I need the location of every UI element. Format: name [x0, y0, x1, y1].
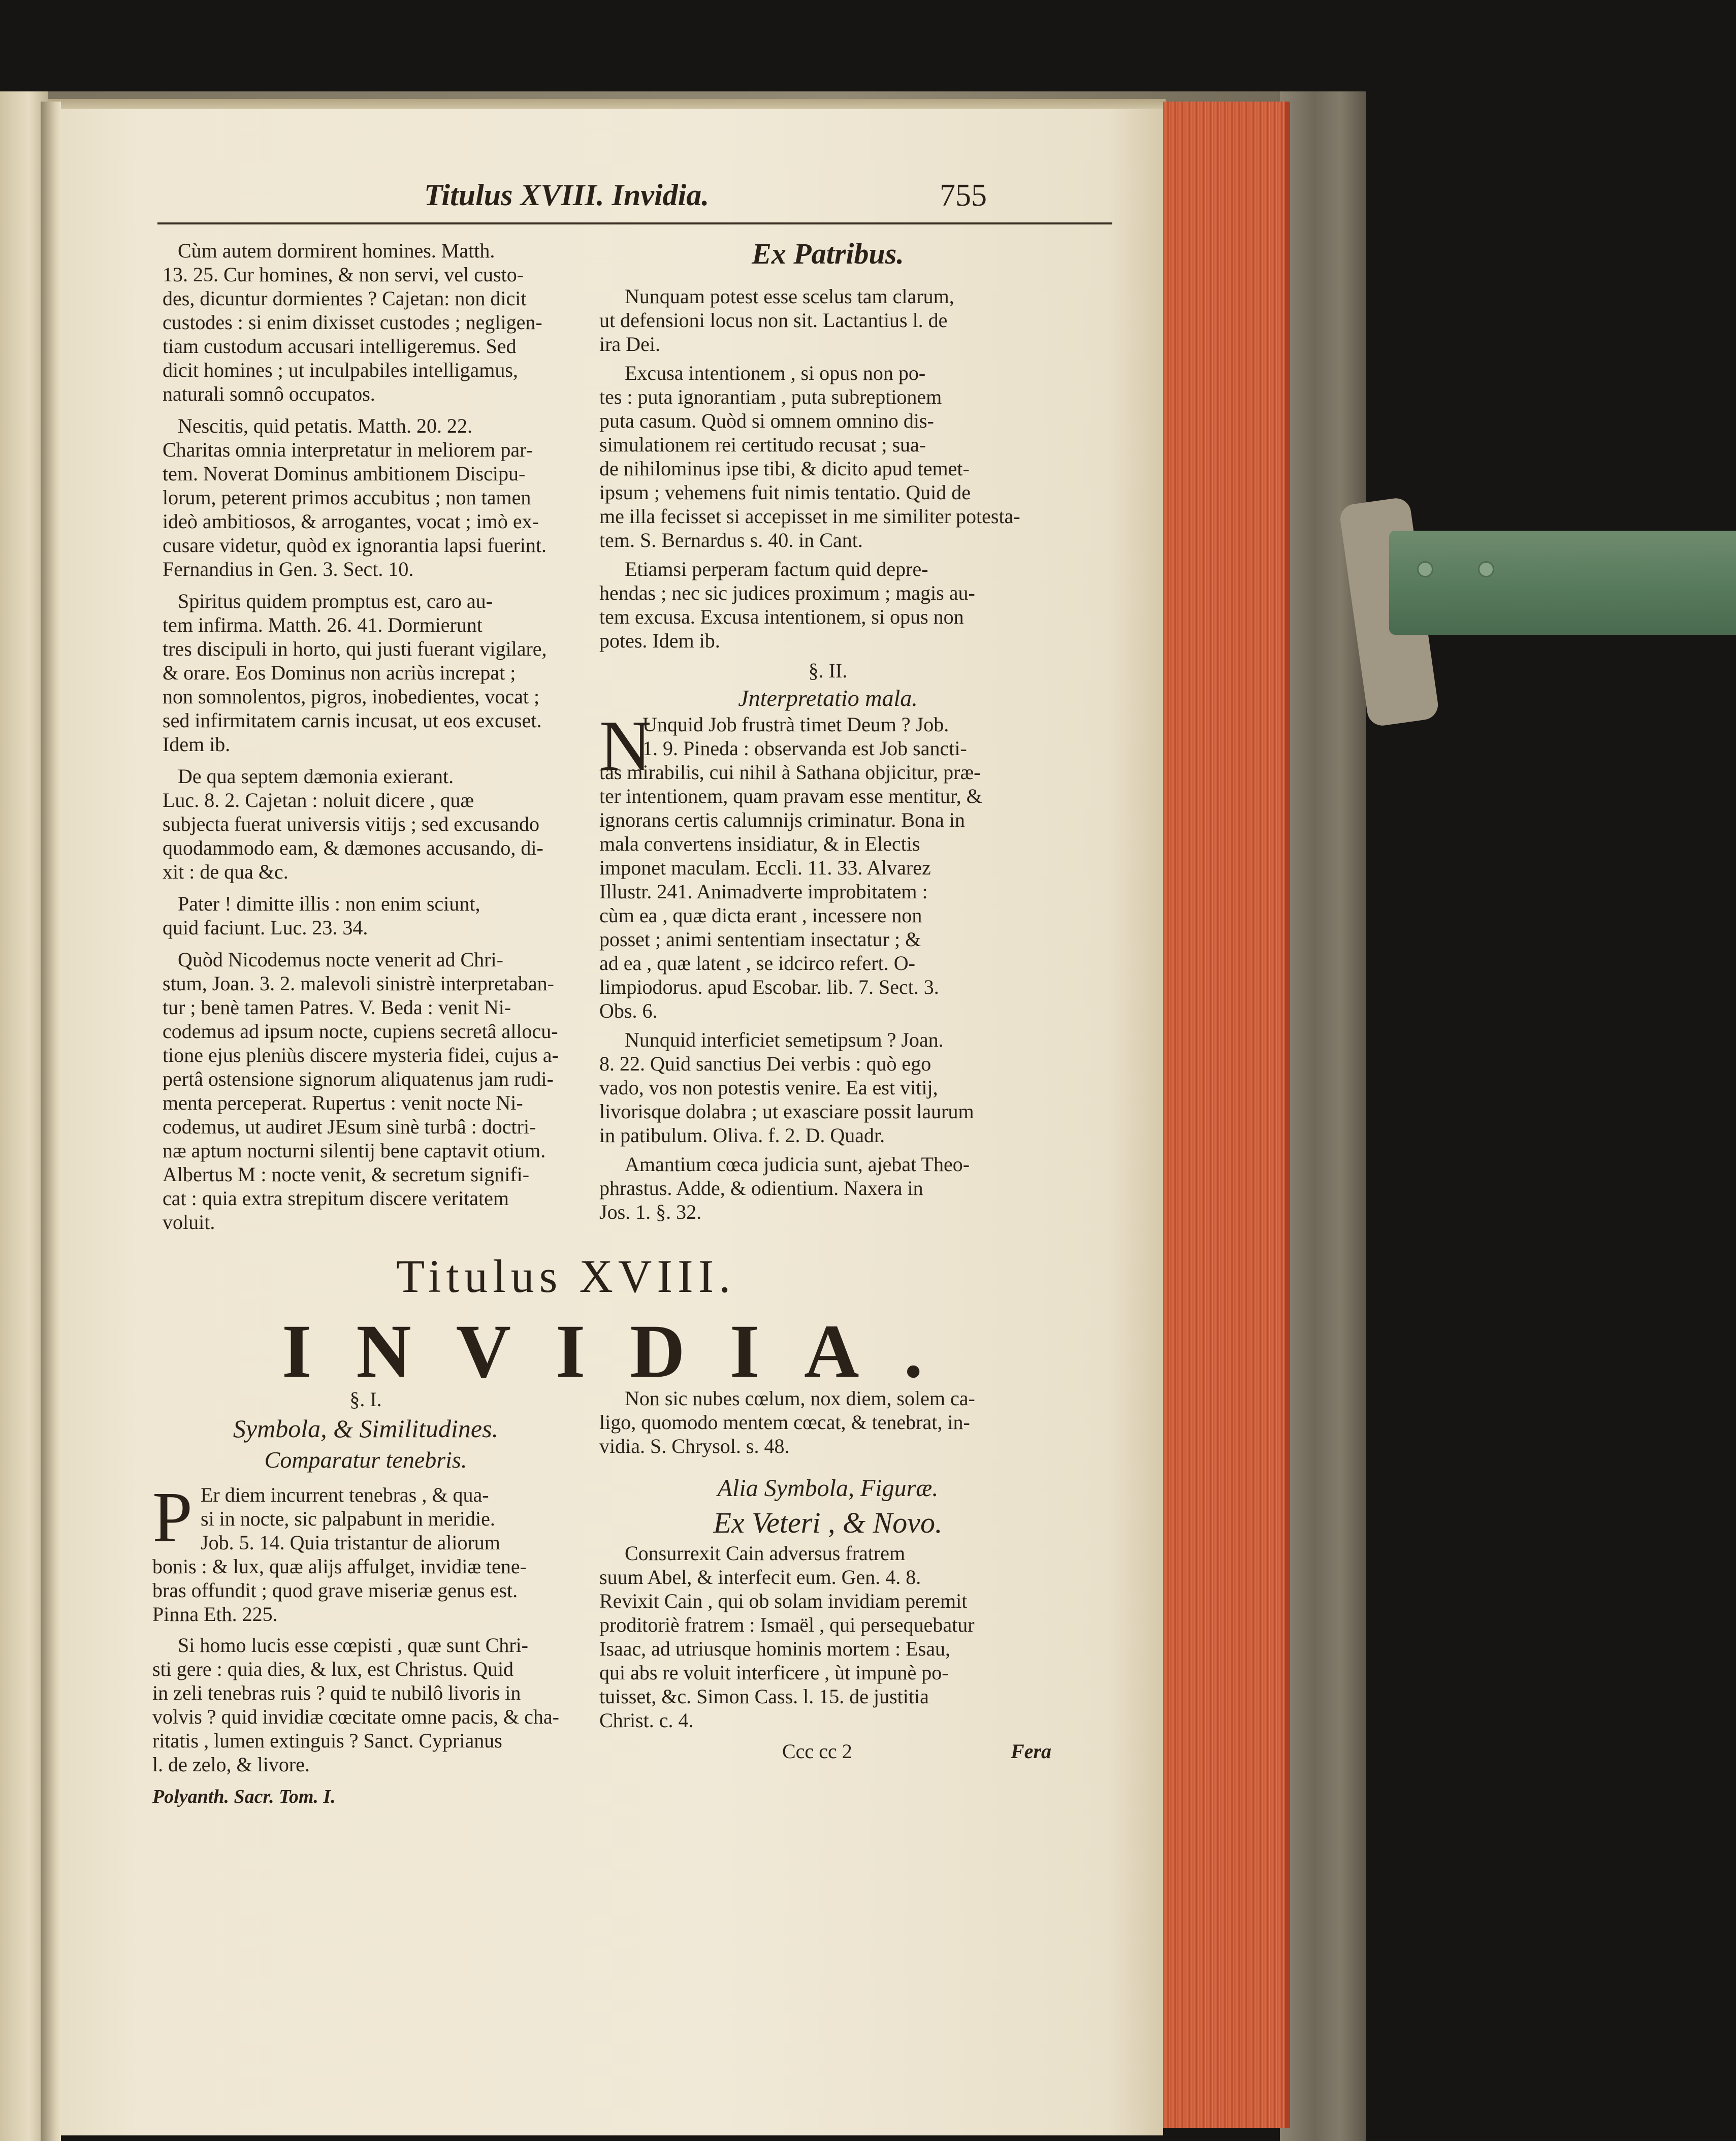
paragraph [152, 1477, 579, 1626]
footer-row [599, 1738, 1056, 1769]
section-mark-1: §. I. [349, 1388, 382, 1411]
text-line: si in nocte, sic palpabunt in meridie. [201, 1507, 495, 1530]
section-two-paragraphs [599, 712, 1056, 1224]
text-line: De qua septem dæmonia exierant. [178, 765, 454, 788]
text-line: Excusa intentionem , si opus non po- [625, 362, 926, 384]
text-line: qui abs re voluit interficere , ùt impunè po- [599, 1661, 949, 1684]
text-line: proditoriè fratrem : Ismaël , qui persequebatur [599, 1613, 975, 1636]
text-line: bras offundit ; quod grave miseriæ genus est. [152, 1579, 518, 1602]
running-title: Titulus XVIII. Invidia. [424, 178, 710, 212]
text-line: tuisset, &c. Simon Cass. l. 15. de justitia [599, 1685, 929, 1708]
lower-right-paragraphs-2 [599, 1541, 1056, 1732]
right-paragraphs [599, 284, 1056, 653]
left-column [163, 239, 569, 1242]
text-line: 1. 9. Pineda : observanda est Job sancti- [642, 737, 967, 760]
paragraph [599, 712, 1056, 1023]
signature-mark: Ccc cc 2 [782, 1740, 852, 1763]
text-line: ira Dei. [599, 333, 660, 355]
subtitle-comparatur: Comparatur tenebris. [264, 1447, 467, 1473]
paragraph [163, 589, 569, 756]
text-line: Job. 5. 14. Quia tristantur de aliorum [201, 1531, 500, 1554]
section-two-body [599, 705, 1056, 1224]
paragraph [163, 948, 569, 1234]
drop-cap-n: N [599, 705, 652, 786]
text-line: me illa fecisset si accepisset in me similiter potesta- [599, 505, 1020, 528]
book-cover-board [1280, 91, 1366, 2141]
text-line: potes. Idem ib. [599, 629, 720, 652]
paragraph [163, 239, 569, 406]
paragraph [163, 414, 569, 581]
text-line: Nescitis, quid petatis. Matth. 20. 22. [178, 414, 472, 437]
text-line: ritatis , lumen extinguis ? Sanct. Cyprianus [152, 1729, 502, 1752]
text-line: tes : puta ignorantiam , puta subreptionem [599, 385, 942, 408]
text-line: tiam custodum accusari intelligeremus. Sed [163, 335, 517, 358]
text-line: tur ; benè tamen Patres. V. Beda : venit Ni- [163, 996, 511, 1019]
paragraph [599, 1028, 1056, 1147]
text-line: simulationem rei certitudo recusat ; sua- [599, 433, 926, 456]
text-line: tem. S. Bernardus s. 40. in Cant. [599, 529, 863, 552]
text-line: livorisque dolabra ; ut exasciare possit laurum [599, 1100, 974, 1123]
text-line: naturali somnô occupatos. [163, 382, 375, 405]
text-line: ter intentionem, quam pravam esse mentitur, & [599, 785, 982, 807]
rivet-icon [1478, 561, 1494, 577]
alia-symbola-heading: Alia Symbola, Figuræ. [717, 1475, 939, 1502]
text-line: Spiritus quidem promptus est, caro au- [178, 590, 493, 612]
text-line: Amantium cœca judicia sunt, ajebat Theo- [625, 1153, 970, 1176]
text-line: l. de zelo, & livore. [152, 1753, 310, 1776]
text-line: phrastus. Adde, & odientium. Naxera in [599, 1177, 923, 1199]
text-line: Charitas omnia interpretatur in meliorem par- [163, 438, 533, 461]
text-line: næ aptum nocturni silentij bene captavit otium. [163, 1139, 546, 1162]
text-line: sti gere : quia dies, & lux, est Christus. Quid [152, 1658, 514, 1680]
paragraph [599, 1386, 1056, 1458]
text-line: cùm ea , quæ dicta erant , incessere non [599, 904, 922, 927]
text-line: in patibulum. Oliva. f. 2. D. Quadr. [599, 1124, 885, 1147]
text-line: Christ. c. 4. [599, 1709, 694, 1732]
text-line: codemus, ut audiret JEsum sinè turbâ : doctri- [163, 1115, 536, 1138]
section-mark-2: §. II. [808, 659, 848, 682]
text-line: menta perceperat. Rupertus : venit nocte Ni- [163, 1091, 523, 1114]
text-line: cat : quia extra strepitum discere veritatem [163, 1187, 509, 1210]
text-line: lorum, peterent primos accubitus ; non tamen [163, 486, 531, 509]
text-line: hendas ; nec sic judices proximum ; magis au- [599, 581, 975, 604]
text-line: Nunquam potest esse scelus tam clarum, [625, 285, 954, 308]
text-line: Obs. 6. [599, 999, 658, 1022]
text-line: imponet maculam. Eccli. 11. 33. Alvarez [599, 856, 931, 879]
section-title-interpretatio: Jnterpretatio mala. [738, 685, 918, 711]
text-line: quid faciunt. Luc. 23. 34. [163, 916, 368, 939]
paragraph [599, 557, 1056, 653]
text-line: Quòd Nicodemus nocte venerit ad Chri- [178, 948, 503, 971]
text-line: limpiodorus. apud Escobar. lib. 7. Sect. 3. [599, 976, 939, 998]
text-line: posset ; animi sententiam insectatur ; & [599, 928, 921, 951]
text-line: 8. 22. Quid sanctius Dei verbis : quò ego [599, 1052, 931, 1075]
text-line: tem infirma. Matth. 26. 41. Dormierunt [163, 613, 483, 636]
text-line: voluit. [163, 1211, 215, 1234]
text-line: stum, Joan. 3. 2. malevoli sinistrè interpretaban- [163, 972, 554, 995]
text-line: non somnolentos, pigros, inobedientes, vocat ; [163, 685, 540, 708]
paragraph [163, 764, 569, 884]
rivet-icon [1417, 561, 1433, 577]
text-line: xit : de qua &c. [163, 860, 288, 883]
text-line: Revixit Cain , qui ob solam invidiam peremit [599, 1589, 968, 1612]
page-gutter [41, 102, 61, 2141]
text-line: Consurrexit Cain adversus fratrem [625, 1542, 906, 1565]
text-line: cusare videtur, quòd ex ignorantia lapsi fuerint. [163, 534, 546, 557]
right-column [599, 239, 1056, 1229]
text-line: Etiamsi perperam factum quid depre- [625, 558, 928, 580]
text-line: ignorans certis calumnijs criminatur. Bona in [599, 808, 965, 831]
text-line: vidia. S. Chrysol. s. 48. [599, 1435, 790, 1457]
text-line: de nihilominus ipse tibi, & dicito apud temet- [599, 457, 970, 480]
text-line: Idem ib. [163, 733, 231, 756]
text-line: bonis : & lux, quæ alijs affulget, invidiæ tene- [152, 1555, 527, 1578]
text-line: subjecta fuerat universis vitijs ; sed excusando [163, 813, 540, 835]
catchword: Fera [1011, 1740, 1051, 1763]
lower-left-body [152, 1477, 579, 1776]
text-line: tres discipuli in horto, qui justi fuerant vigilare, [163, 637, 547, 660]
red-fore-edge [1163, 102, 1290, 2128]
invidia-title: INVIDIA. [282, 1309, 968, 1393]
text-line: ut defensioni locus non sit. Lactantius l. de [599, 309, 948, 332]
text-line: ipsum ; vehemens fuit nimis tentatio. Quid de [599, 481, 971, 504]
text-line: Er diem incurrent tenebras , & qua- [201, 1483, 489, 1506]
text-line: suum Abel, & interfecit eum. Gen. 4. 8. [599, 1566, 921, 1588]
text-line: ligo, quomodo mentem cœcat, & tenebrat, in- [599, 1411, 970, 1434]
paragraph [163, 892, 569, 939]
text-line: ad ea , quæ latent , se idcirco refert. O- [599, 952, 915, 975]
text-line: 13. 25. Cur homines, & non servi, vel custo- [163, 263, 524, 286]
text-line: Isaac, ad utriusque hominis mortem : Esau, [599, 1637, 950, 1660]
text-line: volvis ? quid invidiæ cœcitate omne pacis, & cha- [152, 1705, 559, 1728]
lower-left-column [152, 1386, 579, 1810]
book-clasp [1389, 531, 1736, 635]
text-line: Illustr. 241. Animadverte improbitatem : [599, 880, 928, 903]
section-title-symbola: Symbola, & Similitudines. [233, 1414, 499, 1443]
page-number: 755 [940, 178, 987, 213]
text-line: tione ejus pleniùs discere mysteria fidei, cujus a- [163, 1044, 559, 1066]
signature-line: Polyanth. Sacr. Tom. I. [152, 1786, 336, 1807]
text-line: dicit homines ; ut inculpabiles intelligamus, [163, 359, 518, 381]
paragraph [599, 361, 1056, 552]
text-line: in zeli tenebras ruis ? quid te nubilô livoris in [152, 1681, 521, 1704]
text-line: Albertus M : nocte venit, & secretum signifi- [163, 1163, 530, 1186]
text-line: mala convertens insidiatur, & in Electis [599, 832, 920, 855]
text-line: tas mirabilis, cui nihil à Sathana objicitur, præ- [599, 761, 981, 784]
text-line: Si homo lucis esse cœpisti , quæ sunt Chri- [178, 1634, 528, 1657]
text-line: pertâ ostensione signorum aliquatenus jam rudi- [163, 1067, 554, 1090]
header-rule [157, 222, 1112, 224]
text-line: Non sic nubes cœlum, nox diem, solem ca- [625, 1387, 975, 1410]
text-line: Fernandius in Gen. 3. Sect. 10. [163, 558, 414, 580]
text-line: tem excusa. Excusa intentionem, si opus non [599, 605, 964, 628]
lower-right-column [599, 1386, 1056, 1769]
text-line: Pinna Eth. 225. [152, 1603, 278, 1626]
lower-left-paragraphs [152, 1477, 579, 1776]
text-line: Unquid Job frustrà timet Deum ? Job. [642, 713, 949, 736]
lower-right-paragraphs [599, 1386, 1056, 1458]
text-line: custodes : si enim dixisset custodes ; negligen- [163, 311, 542, 334]
drop-cap-p: P [152, 1477, 192, 1557]
text-line: codemus ad ipsum nocte, cupiens secretâ allocu- [163, 1020, 558, 1043]
text-line: quodammodo eam, & dæmones accusando, di- [163, 836, 543, 859]
text-line: Cùm autem dormirent homines. Matth. [178, 239, 495, 262]
text-line: Pater ! dimitte illis : non enim sciunt, [178, 892, 480, 915]
paragraph [599, 284, 1056, 356]
text-line: & orare. Eos Dominus non acriùs increpat ; [163, 661, 516, 684]
text-line: puta casum. Quòd si omnem omnino dis- [599, 409, 934, 432]
paragraph [599, 1541, 1056, 1732]
text-line: vado, vos non potestis venire. Ea est vitij, [599, 1076, 938, 1099]
text-line: tem. Noverat Dominus ambitionem Discipu- [163, 462, 526, 485]
titulus-title: Titulus XVIII. [396, 1250, 736, 1302]
text-line: ideò ambitiosos, & arrogantes, vocat ; imò ex- [163, 510, 539, 533]
text-line: Nunquid interficiet semetipsum ? Joan. [625, 1028, 944, 1051]
text-line: sed infirmitatem carnis incusat, ut eos excuset. [163, 709, 542, 732]
text-line: des, dicuntur dormientes ? Cajetan: non dicit [163, 287, 527, 310]
ex-veteri-heading: Ex Veteri , & Novo. [713, 1506, 943, 1539]
text-line: Jos. 1. §. 32. [599, 1201, 702, 1223]
ex-patribus-heading: Ex Patribus. [752, 237, 904, 270]
paragraph [599, 1152, 1056, 1224]
text-line: Luc. 8. 2. Cajetan : noluit dicere , quæ [163, 789, 474, 812]
paragraph [152, 1633, 579, 1776]
